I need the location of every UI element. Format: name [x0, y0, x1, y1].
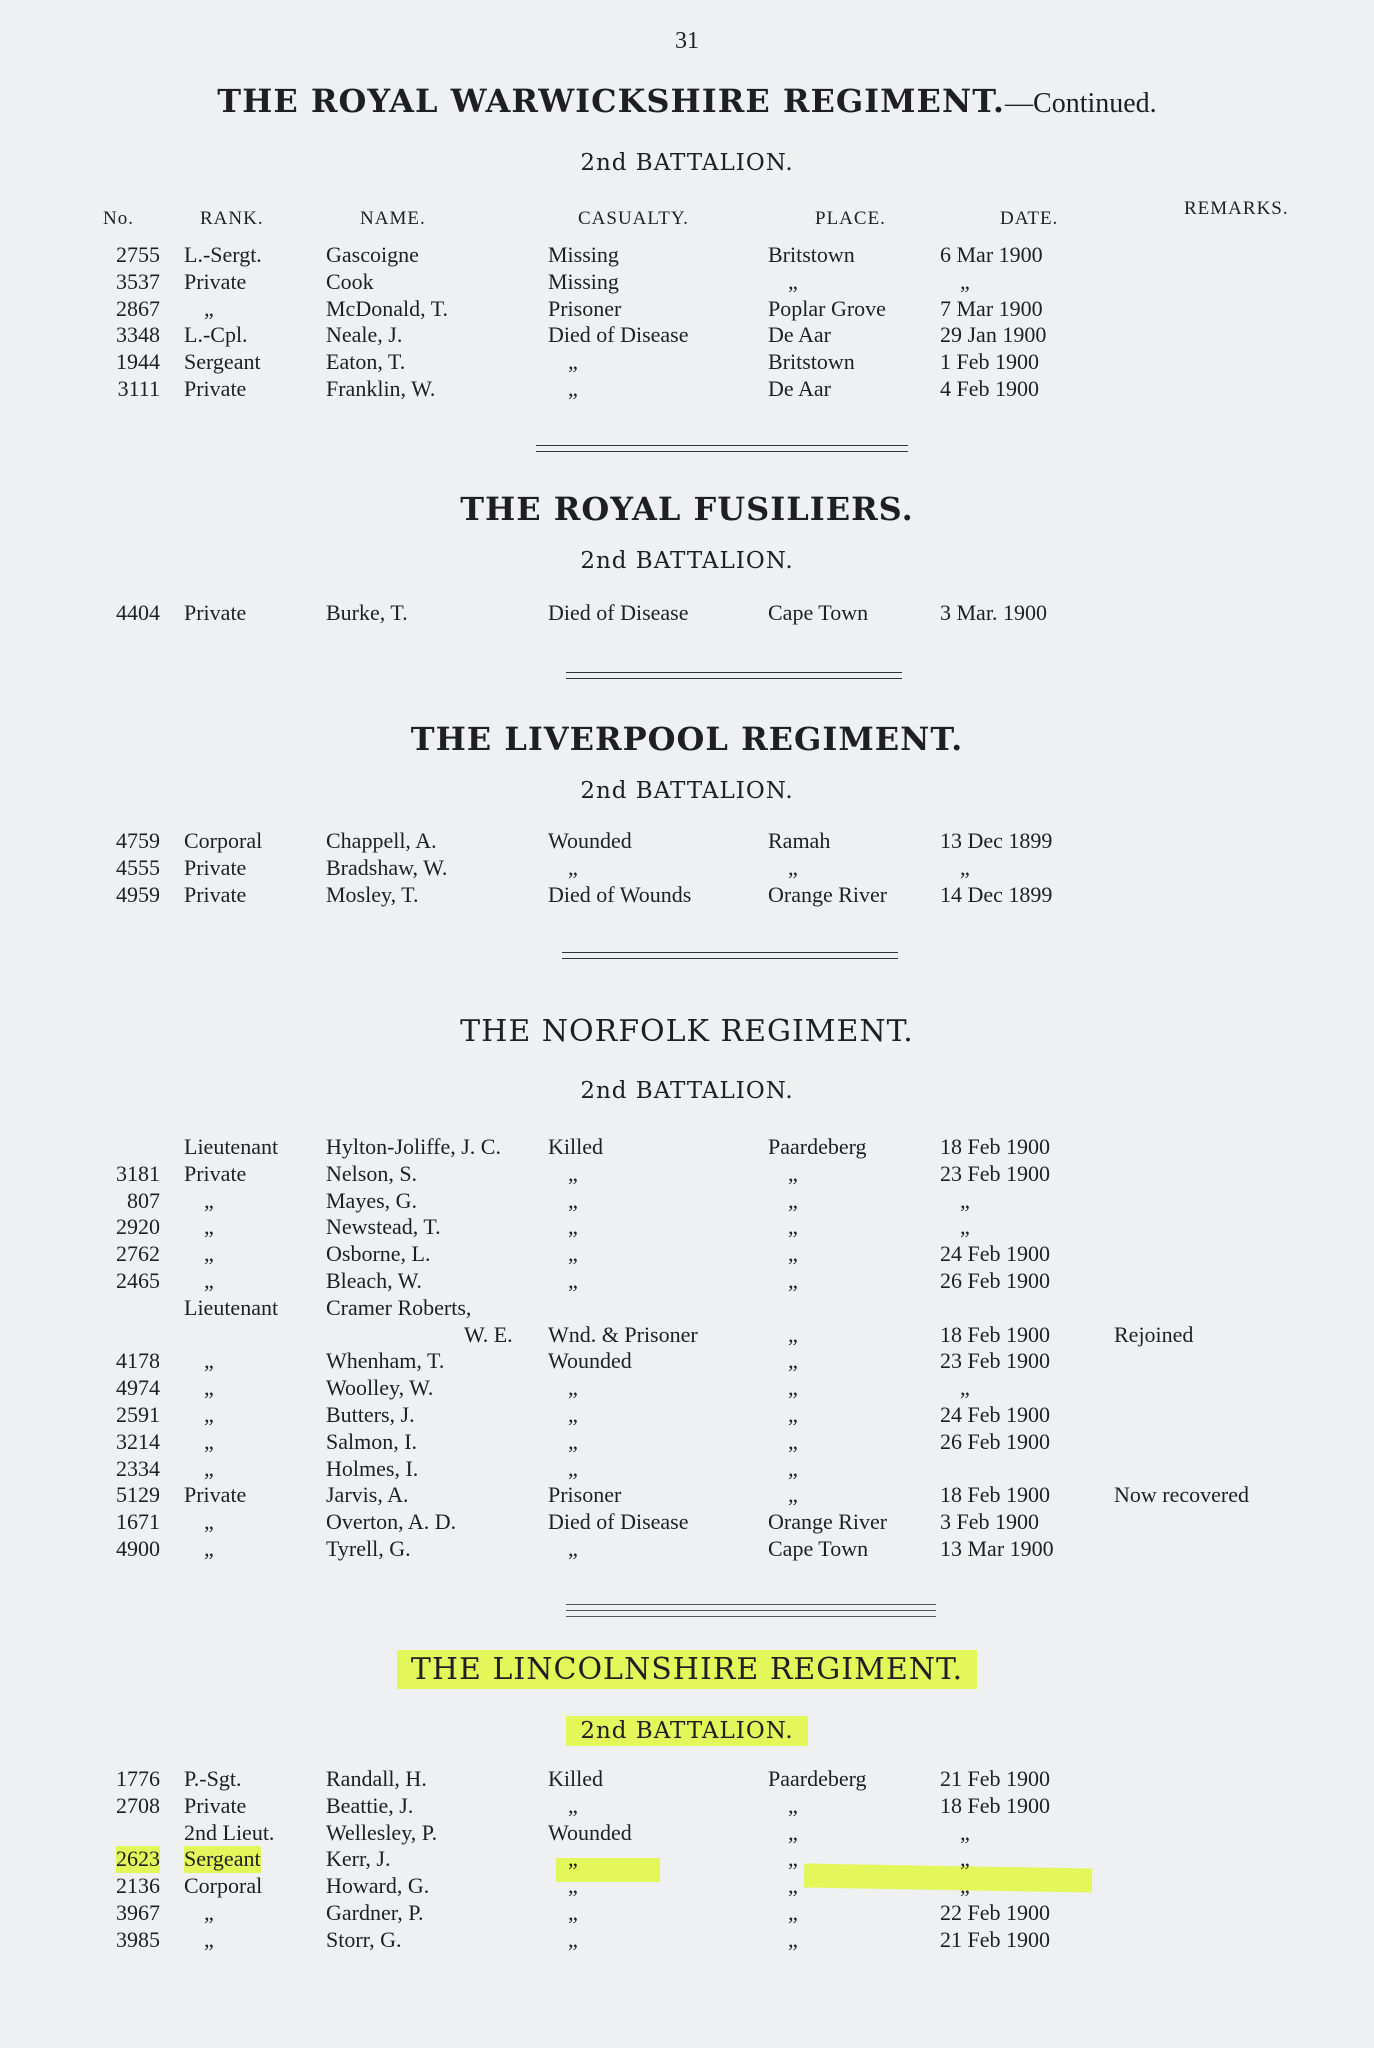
casualty-place: Ramah	[768, 828, 831, 853]
casualty-number: 2755	[116, 242, 160, 267]
battalion-heading: 2nd BATTALION.	[580, 150, 794, 176]
section-title-royal-fusiliers: THE ROYAL FUSILIERS.	[460, 490, 914, 528]
casualty-date: 29 Jan 1900	[940, 322, 1047, 348]
casualty-place: „	[788, 1187, 798, 1213]
casualty-place: Orange River	[768, 1509, 888, 1535]
casualty-name: Hylton-Joliffe, J. C.	[326, 1134, 501, 1159]
casualty-place: Poplar Grove	[768, 295, 886, 321]
casualty-type: „	[568, 1401, 578, 1427]
casualty-name: Randall, H.	[326, 1766, 427, 1791]
casualty-date: 18 Feb 1900	[940, 1482, 1050, 1508]
casualty-number: 4759	[116, 828, 160, 853]
casualty-place: „	[788, 1428, 798, 1454]
casualty-date: 24 Feb 1900	[940, 1241, 1050, 1267]
casualty-date: 4 Feb 1900	[940, 375, 1039, 401]
table-row	[0, 1161, 1374, 1188]
casualty-date: 23 Feb 1900	[940, 1160, 1050, 1186]
casualty-rank: Private	[184, 854, 247, 880]
casualty-place: De Aar	[768, 375, 831, 401]
casualty-name: Bradshaw, W.	[326, 854, 448, 880]
casualty-date: „	[960, 1375, 970, 1401]
casualty-number: 2136	[116, 1873, 160, 1899]
casualty-date: „	[960, 1873, 970, 1899]
casualty-number: 3214	[116, 1428, 160, 1454]
casualty-date: 18 Feb 1900	[940, 1321, 1050, 1347]
table-row	[0, 1402, 1374, 1429]
section-divider	[562, 952, 898, 959]
casualty-place: „	[788, 1899, 798, 1925]
table-row	[0, 1927, 1374, 1954]
table-row	[0, 828, 1374, 855]
casualty-place: „	[788, 1267, 798, 1293]
casualty-name: Gascoigne	[326, 242, 419, 267]
page-number: 31	[675, 28, 699, 54]
header-rank: RANK.	[200, 208, 264, 229]
section-title-royal-warwickshire	[0, 82, 1374, 120]
casualty-rank: „	[204, 1375, 214, 1401]
casualty-place: Orange River	[768, 881, 888, 907]
casualty-place: „	[788, 1321, 798, 1347]
table-row	[0, 1322, 1374, 1349]
casualty-number: 2762	[116, 1241, 160, 1267]
casualty-number: 5129	[116, 1482, 160, 1508]
section-title-norfolk: THE NORFOLK REGIMENT.	[460, 1014, 914, 1049]
casualty-place: „	[788, 1401, 798, 1427]
casualty-date: „	[960, 854, 970, 880]
casualty-type: „	[568, 1899, 578, 1925]
casualty-rank: Private	[184, 1792, 247, 1818]
casualty-type: „	[568, 1926, 578, 1952]
casualty-type: Wounded	[548, 828, 632, 853]
casualty-name: Cook	[326, 268, 374, 294]
casualty-type: Killed	[548, 1766, 603, 1791]
casualty-date: 7 Mar 1900	[940, 295, 1043, 321]
casualty-number: 1944	[116, 349, 160, 375]
casualty-place: Cape Town	[768, 1535, 869, 1561]
casualty-rank: Corporal	[184, 1873, 263, 1899]
casualty-type: „	[568, 1535, 578, 1561]
header-remarks: REMARKS.	[1184, 198, 1289, 219]
casualty-name: Salmon, I.	[326, 1428, 418, 1454]
casualty-rank: L.-Sergt.	[184, 242, 262, 267]
header-place: PLACE.	[815, 208, 886, 229]
casualty-name: Tyrell, G.	[326, 1535, 411, 1561]
casualty-name: Howard, G.	[326, 1873, 430, 1899]
casualty-name: Overton, A. D.	[326, 1509, 457, 1535]
table-rows	[0, 1766, 1374, 1954]
casualty-rank: Private	[184, 881, 247, 907]
casualty-type: „	[568, 1160, 578, 1186]
casualty-name: Whenham, T.	[326, 1348, 445, 1374]
section-divider	[566, 672, 902, 679]
table-row	[0, 1429, 1374, 1456]
casualty-name: Newstead, T.	[326, 1214, 441, 1240]
casualty-name: Wellesley, P.	[326, 1819, 438, 1845]
table-row	[0, 855, 1374, 882]
casualty-rank: „	[204, 1509, 214, 1535]
casualty-date: „	[960, 1846, 970, 1872]
header-no: No.	[103, 208, 134, 229]
casualty-number: 2867	[116, 295, 160, 321]
section-divider	[566, 1616, 936, 1617]
casualty-place: „	[788, 1873, 798, 1899]
casualty-rank: Private	[184, 375, 247, 401]
casualty-rank: Private	[184, 268, 247, 294]
section-title-liverpool: THE LIVERPOOL REGIMENT.	[410, 720, 964, 758]
casualty-remarks: Now recovered	[1114, 1482, 1249, 1508]
casualty-type: Prisoner	[548, 295, 622, 321]
casualty-date: 13 Dec 1899	[940, 828, 1053, 853]
table-row	[0, 322, 1374, 349]
casualty-place: De Aar	[768, 322, 831, 348]
casualty-date: 1 Feb 1900	[940, 349, 1039, 375]
table-row	[0, 296, 1374, 323]
casualty-rank: Sergeant	[184, 349, 261, 375]
casualty-name: Eaton, T.	[326, 349, 406, 375]
casualty-place: „	[788, 1214, 798, 1240]
casualty-date: 3 Feb 1900	[940, 1509, 1039, 1535]
casualty-place: Cape Town	[768, 600, 869, 625]
casualty-name: Bleach, W.	[326, 1267, 422, 1293]
casualty-date: 26 Feb 1900	[940, 1267, 1050, 1293]
table-row	[0, 269, 1374, 296]
casualty-type: Died of Disease	[548, 322, 689, 348]
casualty-date: 21 Feb 1900	[940, 1766, 1050, 1791]
casualty-name: Holmes, I.	[326, 1455, 419, 1481]
section-divider	[536, 445, 908, 452]
casualty-name: Beattie, J.	[326, 1792, 414, 1818]
casualty-number: 2920	[116, 1214, 160, 1240]
table-row	[0, 1793, 1374, 1820]
casualty-number: 4974	[116, 1375, 160, 1401]
section-divider	[566, 1610, 936, 1611]
casualty-type: „	[568, 1792, 578, 1818]
casualty-rank: Lieutenant	[184, 1134, 279, 1159]
casualty-name: Mayes, G.	[326, 1187, 418, 1213]
casualty-date: 22 Feb 1900	[940, 1899, 1050, 1925]
casualty-name: McDonald, T.	[326, 295, 448, 321]
casualty-number: 3985	[116, 1926, 160, 1952]
table-rows	[0, 600, 1374, 627]
battalion-heading: 2nd BATTALION.	[580, 778, 794, 804]
casualty-type: „	[568, 854, 578, 880]
casualty-number: 2334	[116, 1455, 160, 1481]
table-row	[0, 1241, 1374, 1268]
casualty-place: „	[788, 1819, 798, 1845]
table-row	[0, 882, 1374, 909]
casualty-rank: „	[204, 1926, 214, 1952]
casualty-type: Prisoner	[548, 1482, 622, 1508]
casualty-name: Cramer Roberts,	[326, 1294, 472, 1320]
casualty-number: 2708	[116, 1792, 160, 1818]
casualty-rank: „	[204, 1535, 214, 1561]
table-row	[0, 1846, 1374, 1873]
table-rows	[0, 828, 1374, 908]
table-row	[0, 1873, 1374, 1900]
casualty-name: Jarvis, A.	[326, 1482, 409, 1508]
casualty-date: 26 Feb 1900	[940, 1428, 1050, 1454]
casualty-name: Mosley, T.	[326, 881, 419, 907]
casualty-rank: „	[204, 1241, 214, 1267]
casualty-name: Neale, J.	[326, 322, 403, 348]
casualty-type: „	[568, 1375, 578, 1401]
casualty-type: „	[568, 1187, 578, 1213]
table-row	[0, 1348, 1374, 1375]
casualty-date: „	[960, 268, 970, 294]
table-row	[0, 376, 1374, 403]
casualty-number: 4555	[116, 854, 160, 880]
casualty-date: „	[960, 1819, 970, 1845]
casualty-rank: Private	[184, 1160, 247, 1186]
casualty-place: „	[788, 854, 798, 880]
casualty-date: 21 Feb 1900	[940, 1926, 1050, 1952]
casualty-name: W. E.	[464, 1321, 513, 1347]
casualty-number: 3111	[117, 375, 160, 401]
casualty-place: „	[788, 1926, 798, 1952]
casualty-date: 18 Feb 1900	[940, 1792, 1050, 1818]
casualty-number: 3537	[116, 268, 160, 294]
casualty-place: „	[788, 1375, 798, 1401]
casualty-type: „	[568, 349, 578, 375]
battalion-text: 2nd BATTALION.	[566, 1716, 807, 1746]
table-row	[0, 1375, 1374, 1402]
casualty-name: Woolley, W.	[326, 1375, 434, 1401]
table-row	[0, 1214, 1374, 1241]
header-name: NAME.	[360, 208, 426, 229]
casualty-rank: „	[204, 1267, 214, 1293]
casualty-rank: „	[204, 295, 214, 321]
table-rows	[0, 242, 1374, 403]
battalion-heading: 2nd BATTALION.	[580, 1078, 794, 1104]
table-row	[0, 242, 1374, 269]
table-row	[0, 1900, 1374, 1927]
casualty-date: „	[960, 1187, 970, 1213]
casualty-place: Britstown	[768, 242, 855, 267]
casualty-place: „	[788, 268, 798, 294]
casualty-type: „	[568, 1846, 578, 1872]
table-row	[0, 1820, 1374, 1847]
casualty-type: „	[568, 1267, 578, 1293]
casualty-type: „	[568, 1214, 578, 1240]
casualty-rank: Sergeant	[184, 1846, 261, 1872]
casualty-rank: Private	[184, 1482, 247, 1508]
casualty-place: „	[788, 1160, 798, 1186]
table-row	[0, 1188, 1374, 1215]
table-row	[0, 1766, 1374, 1793]
casualty-number: 2623	[116, 1846, 160, 1872]
casualty-remarks: Rejoined	[1114, 1321, 1194, 1347]
casualty-date: 13 Mar 1900	[940, 1535, 1054, 1561]
casualty-name: Kerr, J.	[326, 1846, 391, 1872]
casualty-type: Died of Disease	[548, 600, 689, 625]
section-title-lincolnshire	[0, 1652, 1374, 1687]
casualty-name: Franklin, W.	[326, 375, 436, 401]
casualty-rank: 2nd Lieut.	[184, 1819, 275, 1845]
casualty-type: Wnd. & Prisoner	[548, 1321, 698, 1347]
casualty-number: 1671	[116, 1509, 160, 1535]
casualty-number: 807	[127, 1187, 160, 1213]
casualty-number: 3181	[116, 1160, 160, 1186]
casualty-type: „	[568, 1428, 578, 1454]
casualty-name: Osborne, L.	[326, 1241, 431, 1267]
casualty-rank: Corporal	[184, 828, 263, 853]
section-title-text: THE LINCOLNSHIRE REGIMENT.	[397, 1650, 977, 1689]
casualty-type: „	[568, 1455, 578, 1481]
table-row	[0, 1268, 1374, 1295]
casualty-number: 3967	[116, 1899, 160, 1925]
casualty-place: Paardeberg	[768, 1766, 867, 1791]
casualty-number: 2465	[116, 1267, 160, 1293]
casualty-number: 4959	[116, 881, 160, 907]
table-rows	[0, 1134, 1374, 1563]
casualty-date: 18 Feb 1900	[940, 1134, 1050, 1159]
casualty-type: Wounded	[548, 1348, 632, 1374]
casualty-rank: „	[204, 1401, 214, 1427]
section-divider	[566, 1604, 936, 1605]
casualty-type: Wounded	[548, 1819, 632, 1845]
casualty-name: Chappell, A.	[326, 828, 437, 853]
casualty-name: Nelson, S.	[326, 1160, 418, 1186]
casualty-place: Britstown	[768, 349, 855, 375]
casualty-rank: „	[204, 1899, 214, 1925]
casualty-number: 3348	[116, 322, 160, 348]
table-row	[0, 600, 1374, 627]
casualty-number: 2591	[116, 1401, 160, 1427]
table-row	[0, 1134, 1374, 1161]
casualty-rank: „	[204, 1455, 214, 1481]
casualty-name: Storr, G.	[326, 1926, 402, 1952]
casualty-place: „	[788, 1792, 798, 1818]
casualty-date: 23 Feb 1900	[940, 1348, 1050, 1374]
casualty-rank: Lieutenant	[184, 1294, 279, 1320]
section-title-text: THE ROYAL WARWICKSHIRE REGIMENT.	[217, 82, 1006, 120]
casualty-type: „	[568, 1873, 578, 1899]
casualty-number: 4404	[116, 600, 160, 625]
casualty-type: Missing	[548, 242, 619, 267]
casualty-place: „	[788, 1482, 798, 1508]
casualty-name: Butters, J.	[326, 1401, 415, 1427]
casualty-name: Burke, T.	[326, 600, 408, 625]
casualty-number: 1776	[116, 1766, 160, 1791]
header-date: DATE.	[1000, 208, 1059, 229]
casualty-type: Died of Wounds	[548, 881, 692, 907]
table-row	[0, 349, 1374, 376]
casualty-number: 4178	[116, 1348, 160, 1374]
battalion-heading: 2nd BATTALION.	[580, 548, 794, 574]
casualty-place: „	[788, 1846, 798, 1872]
casualty-place: „	[788, 1348, 798, 1374]
table-row	[0, 1536, 1374, 1563]
casualty-date: 6 Mar 1900	[940, 242, 1043, 267]
table-row	[0, 1295, 1374, 1322]
casualty-type: Killed	[548, 1134, 603, 1159]
casualty-rank: „	[204, 1428, 214, 1454]
casualty-type: „	[568, 1241, 578, 1267]
casualty-type: Died of Disease	[548, 1509, 689, 1535]
casualty-rank: P.-Sgt.	[184, 1766, 242, 1791]
casualty-date: 3 Mar. 1900	[940, 600, 1047, 625]
battalion-heading	[0, 1718, 1374, 1744]
title-suffix: —Continued.	[1005, 88, 1157, 119]
casualty-date: 14 Dec 1899	[940, 881, 1053, 907]
casualty-place: Paardeberg	[768, 1134, 867, 1159]
casualty-date: 24 Feb 1900	[940, 1401, 1050, 1427]
casualty-type: Missing	[548, 268, 619, 294]
casualty-rank: L.-Cpl.	[184, 322, 248, 348]
table-row	[0, 1456, 1374, 1483]
casualty-rank: „	[204, 1214, 214, 1240]
casualty-date: „	[960, 1214, 970, 1240]
casualty-place: „	[788, 1455, 798, 1481]
casualty-type: „	[568, 375, 578, 401]
header-casualty: CASUALTY.	[578, 208, 689, 229]
casualty-rank: Private	[184, 600, 247, 625]
casualty-rank: „	[204, 1187, 214, 1213]
casualty-rank: „	[204, 1348, 214, 1374]
table-row	[0, 1509, 1374, 1536]
casualty-name: Gardner, P.	[326, 1899, 424, 1925]
casualty-number: 4900	[116, 1535, 160, 1561]
casualty-place: „	[788, 1241, 798, 1267]
table-row	[0, 1482, 1374, 1509]
